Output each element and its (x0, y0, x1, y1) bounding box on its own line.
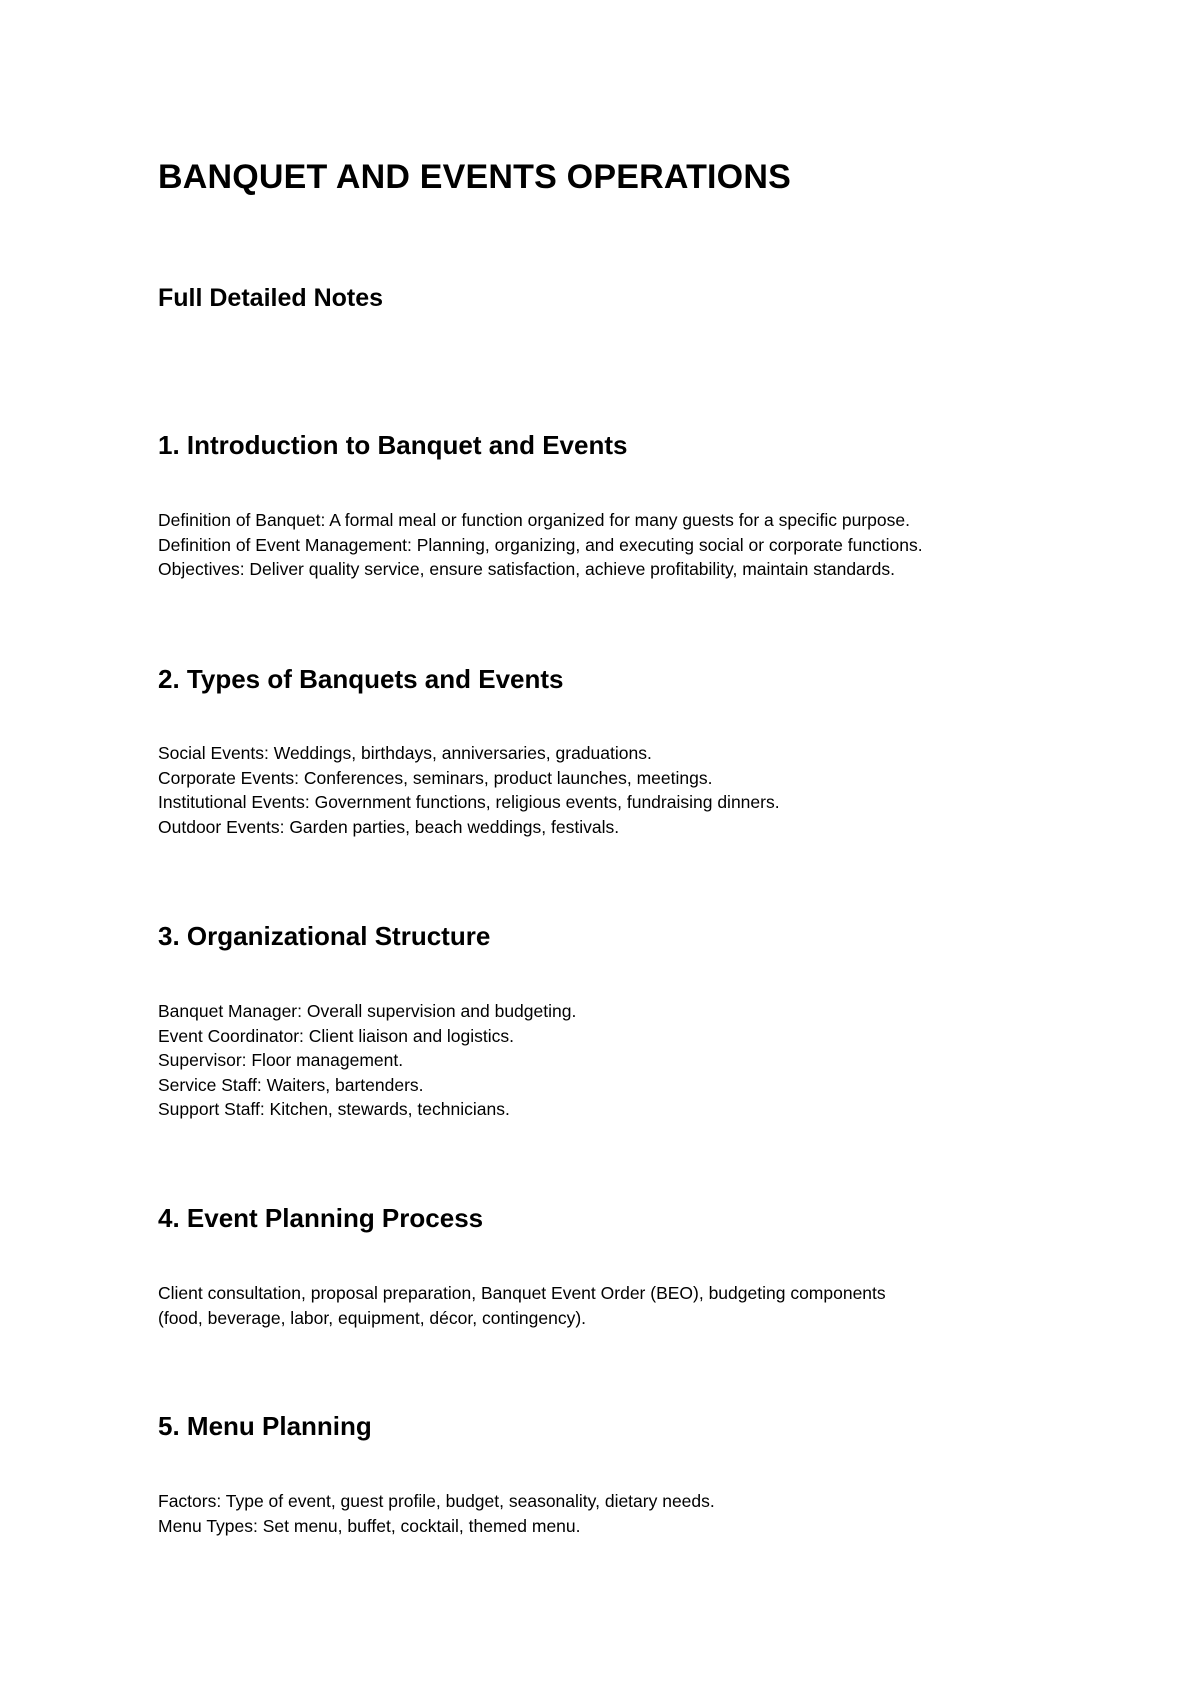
text-line: Menu Types: Set menu, buffet, cocktail, themed menu. (158, 1515, 581, 1536)
section-body-menu-planning (158, 1489, 715, 1538)
text-line: Client consultation, proposal preparation, Banquet Event Order (BEO), budgeting components (158, 1283, 886, 1303)
text-line: Support Staff: Kitchen, stewards, technicians. (158, 1099, 510, 1119)
text-line: (food, beverage, labor, equipment, décor, contingency). (158, 1307, 587, 1328)
text-line: Institutional Events: Government functions, religious events, fundraising dinners. (158, 792, 780, 812)
document-title: BANQUET AND EVENTS OPERATIONS (158, 158, 791, 196)
section-heading-planning-process: 4. Event Planning Process (158, 1203, 484, 1233)
text-line: Supervisor: Floor management. (158, 1050, 404, 1070)
section-heading-structure: 3. Organizational Structure (158, 921, 491, 951)
section-heading-menu-planning: 5. Menu Planning (158, 1411, 372, 1441)
section-body-introduction (158, 508, 923, 582)
text-line: Definition of Event Management: Planning, organizing, and executing social or corporate functions. (158, 534, 923, 555)
section-body-types (158, 741, 780, 839)
section-heading-types: 2. Types of Banquets and Events (158, 664, 564, 694)
text-line: Service Staff: Waiters, bartenders. (158, 1074, 424, 1095)
text-line: Corporate Events: Conferences, seminars, product launches, meetings. (158, 767, 713, 788)
text-line: Event Coordinator: Client liaison and logistics. (158, 1025, 515, 1046)
text-line: Factors: Type of event, guest profile, budget, seasonality, dietary needs. (158, 1491, 715, 1511)
text-line: Outdoor Events: Garden parties, beach weddings, festivals. (158, 816, 620, 837)
text-line: Banquet Manager: Overall supervision and budgeting. (158, 1001, 577, 1021)
text-line: Definition of Banquet: A formal meal or function organized for many guests for a specific purpose. (158, 510, 910, 530)
text-line: Social Events: Weddings, birthdays, anniversaries, graduations. (158, 743, 652, 763)
document-subtitle: Full Detailed Notes (158, 284, 384, 312)
section-body-planning-process (158, 1281, 886, 1330)
section-body-structure (158, 999, 576, 1122)
text-line: Objectives: Deliver quality service, ensure satisfaction, achieve profitability, maintain standards. (158, 559, 895, 579)
section-heading-introduction: 1. Introduction to Banquet and Events (158, 430, 628, 460)
